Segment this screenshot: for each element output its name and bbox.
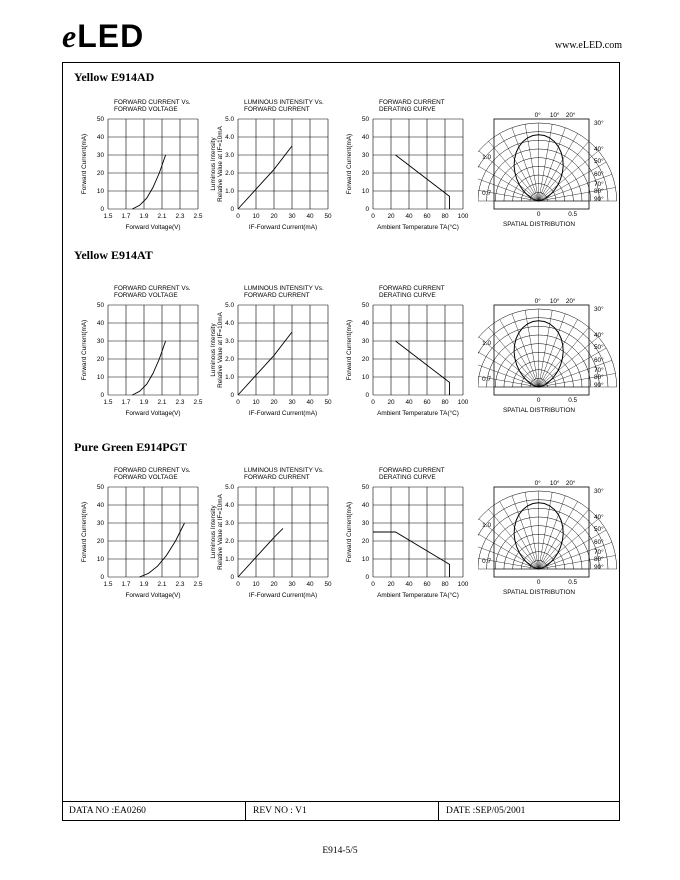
spatial3-angle-right: 40° [594, 514, 604, 521]
lifc3-x-label: IF-Forward Current(mA) [248, 592, 318, 599]
spatial1-scale-0: 0 [536, 211, 541, 218]
eled-logo: eLED [62, 18, 145, 54]
der2-title-line2: DERATING CURVE [379, 292, 436, 299]
lifc2-y-tick: 1.0 [225, 374, 234, 382]
lifc1-y-label-2: Relative Value at IF=10mA [217, 126, 224, 202]
spatial2-angle-right: 80° [594, 374, 604, 381]
der3-y-tick: 40 [361, 502, 369, 510]
spatial1-angle-right: 80° [594, 188, 604, 195]
der2-y-tick: 50 [361, 302, 369, 310]
fcfv2-y-tick: 50 [96, 302, 104, 310]
lifc1-x-tick: 20 [270, 213, 278, 220]
fcfv2-x-tick: 1.5 [103, 399, 113, 406]
der1-y-tick: 30 [361, 152, 369, 160]
der3-x-label: Ambient Temperature TA(°C) [377, 592, 459, 599]
fcfv3-y-tick: 50 [96, 484, 104, 492]
fcfv1-series-line [132, 155, 165, 209]
spatial1-scale-05: 0.5 [568, 211, 578, 218]
lifc3-x-tick: 50 [324, 581, 332, 588]
der1-y-tick: 40 [361, 134, 369, 142]
lifc2-x-tick: 10 [252, 399, 260, 406]
der3-x-tick: 40 [405, 581, 413, 588]
der3-y-tick: 0 [365, 574, 369, 582]
der3-title-line1: FORWARD CURRENT [379, 467, 445, 474]
spatial3-scale-0: 0 [536, 579, 541, 586]
der3-x-tick: 60 [423, 581, 431, 588]
lifc1-y-tick: 1.0 [225, 188, 234, 196]
lifc1-x-tick: 0 [236, 213, 240, 220]
fcfv2-x-tick: 2.3 [175, 399, 185, 406]
der2-y-label: Forward Current(mA) [346, 319, 353, 381]
spatial3-angle-right: 70° [594, 549, 604, 556]
spatial1-angle-top: 10° [549, 112, 560, 119]
fcfv3-x-tick: 1.7 [121, 581, 131, 588]
lifc1-x-tick: 30 [288, 213, 296, 220]
fcfv2-y-label: Forward Current(mA) [81, 319, 88, 381]
lifc1-y-tick: 2.0 [225, 170, 234, 178]
der2-x-tick: 40 [405, 399, 413, 406]
lifc2-y-tick: 2.0 [225, 356, 234, 364]
spatial2-scale-07: 0.7 [482, 376, 491, 383]
spatial1-angle-right: 40° [594, 146, 604, 153]
fcfv1-x-tick: 2.5 [193, 213, 203, 220]
lifc1-x-tick: 50 [324, 213, 332, 220]
fcfv2-title-line1: FORWARD CURRENT Vs. [114, 285, 191, 292]
fcfv1-y-tick: 40 [96, 134, 104, 142]
li-vs-fc-chart-1 [210, 97, 345, 237]
li-vs-fc-chart-2 [210, 283, 345, 423]
fcfv2-x-tick: 1.7 [121, 399, 131, 406]
fcfv3-x-tick: 2.1 [157, 581, 167, 588]
lifc2-title-line1: LUMINOUS INTENSITY Vs. [244, 285, 324, 292]
spatial-chart-3 [478, 465, 618, 605]
fcfv3-x-tick: 1.5 [103, 581, 113, 588]
lifc1-title-line2: FORWARD CURRENT [244, 106, 310, 113]
fcfv3-y-tick: 0 [100, 574, 104, 582]
lifc2-y-tick: 5.0 [225, 302, 234, 310]
der3-x-tick: 100 [457, 581, 469, 588]
lifc3-x-tick: 10 [252, 581, 260, 588]
spatial1-angle-right: 30° [594, 120, 604, 127]
section-title-e914ad: Yellow E914AD [74, 70, 155, 84]
fcfv1-x-tick: 1.7 [121, 213, 131, 220]
der1-series-line [396, 155, 450, 209]
footer-bar [62, 801, 620, 821]
fcfv3-y-label: Forward Current(mA) [81, 501, 88, 563]
derating-chart-2 [345, 283, 480, 423]
der2-x-tick: 80 [441, 399, 449, 406]
lifc3-grid [238, 487, 328, 577]
spatial-chart-1 [478, 97, 618, 237]
document-date: DATE :SEP/05/2001 [446, 806, 526, 816]
der1-y-tick: 50 [361, 116, 369, 124]
der1-x-tick: 80 [441, 213, 449, 220]
spatial2-angle-top: 10° [549, 298, 560, 305]
lifc2-grid [238, 305, 328, 395]
fcfv2-y-tick: 10 [96, 374, 104, 382]
der3-y-tick: 30 [361, 520, 369, 528]
lifc3-x-tick: 20 [270, 581, 278, 588]
fcfv1-grid [108, 119, 198, 209]
fcfv2-y-tick: 0 [100, 392, 104, 400]
spatial2-title: SPATIAL DISTRIBUTION [503, 407, 575, 414]
der1-x-tick: 40 [405, 213, 413, 220]
spatial2-scale-1: 1.0 [482, 340, 491, 347]
lifc2-y-tick: 4.0 [225, 320, 234, 328]
der2-y-tick: 30 [361, 338, 369, 346]
fcfv2-grid [108, 305, 198, 395]
der3-x-tick: 20 [387, 581, 395, 588]
der1-grid [373, 119, 463, 209]
derating-chart-3 [345, 465, 480, 605]
der2-x-tick: 60 [423, 399, 431, 406]
fc-vs-fv-chart-3 [80, 465, 215, 605]
fc-vs-fv-chart-1 [80, 97, 215, 237]
lifc3-y-tick: 2.0 [225, 538, 234, 546]
fcfv2-x-tick: 2.1 [157, 399, 167, 406]
fcfv1-y-tick: 0 [100, 206, 104, 214]
lifc2-y-tick: 0 [230, 392, 234, 400]
spatial2-angle-right: 30° [594, 306, 604, 313]
lifc1-y-tick: 0 [230, 206, 234, 214]
spatial3-angle-right: 80° [594, 556, 604, 563]
lifc2-x-tick: 30 [288, 399, 296, 406]
der3-y-tick: 50 [361, 484, 369, 492]
fcfv3-grid [108, 487, 198, 577]
der1-y-tick: 10 [361, 188, 369, 196]
der2-grid [373, 305, 463, 395]
der1-x-label: Ambient Temperature TA(°C) [377, 224, 459, 231]
lifc2-x-label: IF-Forward Current(mA) [248, 410, 318, 417]
section-title-e914at: Yellow E914AT [74, 248, 153, 262]
spatial2-angle-right: 90° [594, 382, 604, 389]
fcfv3-title-line2: FORWARD VOLTAGE [114, 474, 178, 481]
der3-y-tick: 10 [361, 556, 369, 564]
lifc1-x-tick: 10 [252, 213, 260, 220]
der1-y-label: Forward Current(mA) [346, 133, 353, 195]
fcfv3-x-label: Forward Voltage(V) [125, 592, 181, 599]
spatial3-angle-right: 90° [594, 564, 604, 571]
der1-x-tick: 0 [371, 213, 375, 220]
lifc3-y-tick: 5.0 [225, 484, 234, 492]
spatial1-angle-top: 0° [534, 112, 541, 119]
lifc1-series-line [238, 146, 292, 209]
lifc3-title-line1: LUMINOUS INTENSITY Vs. [244, 467, 324, 474]
lifc2-series-line [238, 332, 292, 395]
fcfv2-x-tick: 1.9 [139, 399, 149, 406]
derating-chart-1 [345, 97, 480, 237]
spatial3-title: SPATIAL DISTRIBUTION [503, 589, 575, 596]
der1-x-tick: 100 [457, 213, 469, 220]
data-number: DATA NO :EA0260 [62, 802, 246, 821]
der2-y-tick: 10 [361, 374, 369, 382]
lifc2-x-tick: 50 [324, 399, 332, 406]
lifc1-y-tick: 5.0 [225, 116, 234, 124]
lifc2-y-label-1: Luminous Intensity [210, 323, 217, 377]
lifc2-y-label-2: Relative Value at IF=10mA [217, 312, 224, 388]
lifc3-y-tick: 4.0 [225, 502, 234, 510]
spatial2-scale-05: 0.5 [568, 397, 578, 404]
fcfv1-y-tick: 50 [96, 116, 104, 124]
fcfv2-title-line2: FORWARD VOLTAGE [114, 292, 178, 299]
fc-vs-fv-chart-2 [80, 283, 215, 423]
fcfv2-y-tick: 40 [96, 320, 104, 328]
spatial1-scale-07: 0.7 [482, 190, 491, 197]
der3-x-tick: 0 [371, 581, 375, 588]
lifc1-y-label-1: Luminous Intensity [210, 137, 217, 191]
fcfv1-x-tick: 2.3 [175, 213, 185, 220]
spatial1-angle-right: 70° [594, 181, 604, 188]
lifc2-title-line2: FORWARD CURRENT [244, 292, 310, 299]
lifc1-x-tick: 40 [306, 213, 314, 220]
spatial-chart-2 [478, 283, 618, 423]
spatial3-scale-07: 0.7 [482, 558, 491, 565]
fcfv3-x-tick: 1.9 [139, 581, 149, 588]
der3-title-line2: DERATING CURVE [379, 474, 436, 481]
spatial3-angle-top: 0° [534, 480, 541, 487]
lifc3-y-tick: 1.0 [225, 556, 234, 564]
lifc1-y-tick: 4.0 [225, 134, 234, 142]
fcfv2-y-tick: 30 [96, 338, 104, 346]
spatial1-scale-1: 1.0 [482, 154, 491, 161]
spatial2-angle-right: 60° [594, 357, 604, 364]
spatial1-angle-top: 20° [565, 112, 576, 119]
lifc3-title-line2: FORWARD CURRENT [244, 474, 310, 481]
spatial1-angle-right: 50° [594, 158, 604, 165]
der2-x-tick: 0 [371, 399, 375, 406]
spatial2-angle-top: 20° [565, 298, 576, 305]
der2-x-label: Ambient Temperature TA(°C) [377, 410, 459, 417]
li-vs-fc-chart-3 [210, 465, 345, 605]
der1-y-tick: 0 [365, 206, 369, 214]
fcfv3-y-tick: 10 [96, 556, 104, 564]
fcfv2-y-tick: 20 [96, 356, 104, 364]
fcfv1-title-line1: FORWARD CURRENT Vs. [114, 99, 191, 106]
lifc2-y-tick: 3.0 [225, 338, 234, 346]
spatial2-scale-0: 0 [536, 397, 541, 404]
der1-title-line2: DERATING CURVE [379, 106, 436, 113]
spatial3-angle-right: 30° [594, 488, 604, 495]
fcfv3-y-tick: 30 [96, 520, 104, 528]
fcfv1-x-label: Forward Voltage(V) [125, 224, 181, 231]
lifc3-y-label-2: Relative Value at IF=10mA [217, 494, 224, 570]
fcfv1-y-tick: 20 [96, 170, 104, 178]
der1-x-tick: 20 [387, 213, 395, 220]
der3-x-tick: 80 [441, 581, 449, 588]
spatial1-title: SPATIAL DISTRIBUTION [503, 221, 575, 228]
lifc3-x-tick: 30 [288, 581, 296, 588]
lifc1-title-line1: LUMINOUS INTENSITY Vs. [244, 99, 324, 106]
spatial3-angle-top: 10° [549, 480, 560, 487]
fcfv1-title-line2: FORWARD VOLTAGE [114, 106, 178, 113]
fcfv3-y-tick: 20 [96, 538, 104, 546]
fcfv1-x-tick: 2.1 [157, 213, 167, 220]
spatial2-angle-right: 40° [594, 332, 604, 339]
der2-y-tick: 0 [365, 392, 369, 400]
der2-series-line [396, 341, 450, 395]
lifc3-series-line [238, 528, 283, 577]
lifc3-x-tick: 40 [306, 581, 314, 588]
lifc3-y-label-1: Luminous Intensity [210, 505, 217, 559]
section-title-e914pgt: Pure Green E914PGT [74, 440, 187, 454]
lifc2-x-tick: 20 [270, 399, 278, 406]
page-number: E914-5/5 [322, 846, 358, 856]
lifc1-grid [238, 119, 328, 209]
der1-x-tick: 60 [423, 213, 431, 220]
lifc1-x-label: IF-Forward Current(mA) [248, 224, 318, 231]
der1-y-tick: 20 [361, 170, 369, 178]
lifc2-x-tick: 40 [306, 399, 314, 406]
der3-series-line [373, 532, 450, 577]
fcfv1-y-tick: 10 [96, 188, 104, 196]
fcfv1-x-tick: 1.9 [139, 213, 149, 220]
der3-y-label: Forward Current(mA) [346, 501, 353, 563]
spatial3-scale-1: 1.0 [482, 522, 491, 529]
der2-x-tick: 20 [387, 399, 395, 406]
fcfv3-y-tick: 40 [96, 502, 104, 510]
der2-x-tick: 100 [457, 399, 469, 406]
fcfv2-series-line [132, 341, 165, 395]
spatial3-angle-right: 50° [594, 526, 604, 533]
fcfv1-y-label: Forward Current(mA) [81, 133, 88, 195]
revision-number: REV NO : V1 [246, 802, 439, 821]
spatial2-angle-right: 70° [594, 367, 604, 374]
der2-y-tick: 20 [361, 356, 369, 364]
spatial3-angle-top: 20° [565, 480, 576, 487]
fcfv1-x-tick: 1.5 [103, 213, 113, 220]
fcfv2-x-label: Forward Voltage(V) [125, 410, 181, 417]
lifc2-x-tick: 0 [236, 399, 240, 406]
spatial1-angle-right: 60° [594, 171, 604, 178]
fcfv1-y-tick: 30 [96, 152, 104, 160]
fcfv3-x-tick: 2.3 [175, 581, 185, 588]
lifc3-y-tick: 0 [230, 574, 234, 582]
fcfv2-x-tick: 2.5 [193, 399, 203, 406]
der2-title-line1: FORWARD CURRENT [379, 285, 445, 292]
spatial3-scale-05: 0.5 [568, 579, 578, 586]
spatial2-angle-top: 0° [534, 298, 541, 305]
spatial1-angle-right: 90° [594, 196, 604, 203]
der2-y-tick: 40 [361, 320, 369, 328]
lifc1-y-tick: 3.0 [225, 152, 234, 160]
lifc3-x-tick: 0 [236, 581, 240, 588]
fcfv3-title-line1: FORWARD CURRENT Vs. [114, 467, 191, 474]
der1-title-line1: FORWARD CURRENT [379, 99, 445, 106]
der3-y-tick: 20 [361, 538, 369, 546]
website-url[interactable]: www.eLED.com [554, 40, 622, 51]
spatial3-angle-right: 60° [594, 539, 604, 546]
lifc3-y-tick: 3.0 [225, 520, 234, 528]
spatial2-angle-right: 50° [594, 344, 604, 351]
fcfv3-x-tick: 2.5 [193, 581, 203, 588]
